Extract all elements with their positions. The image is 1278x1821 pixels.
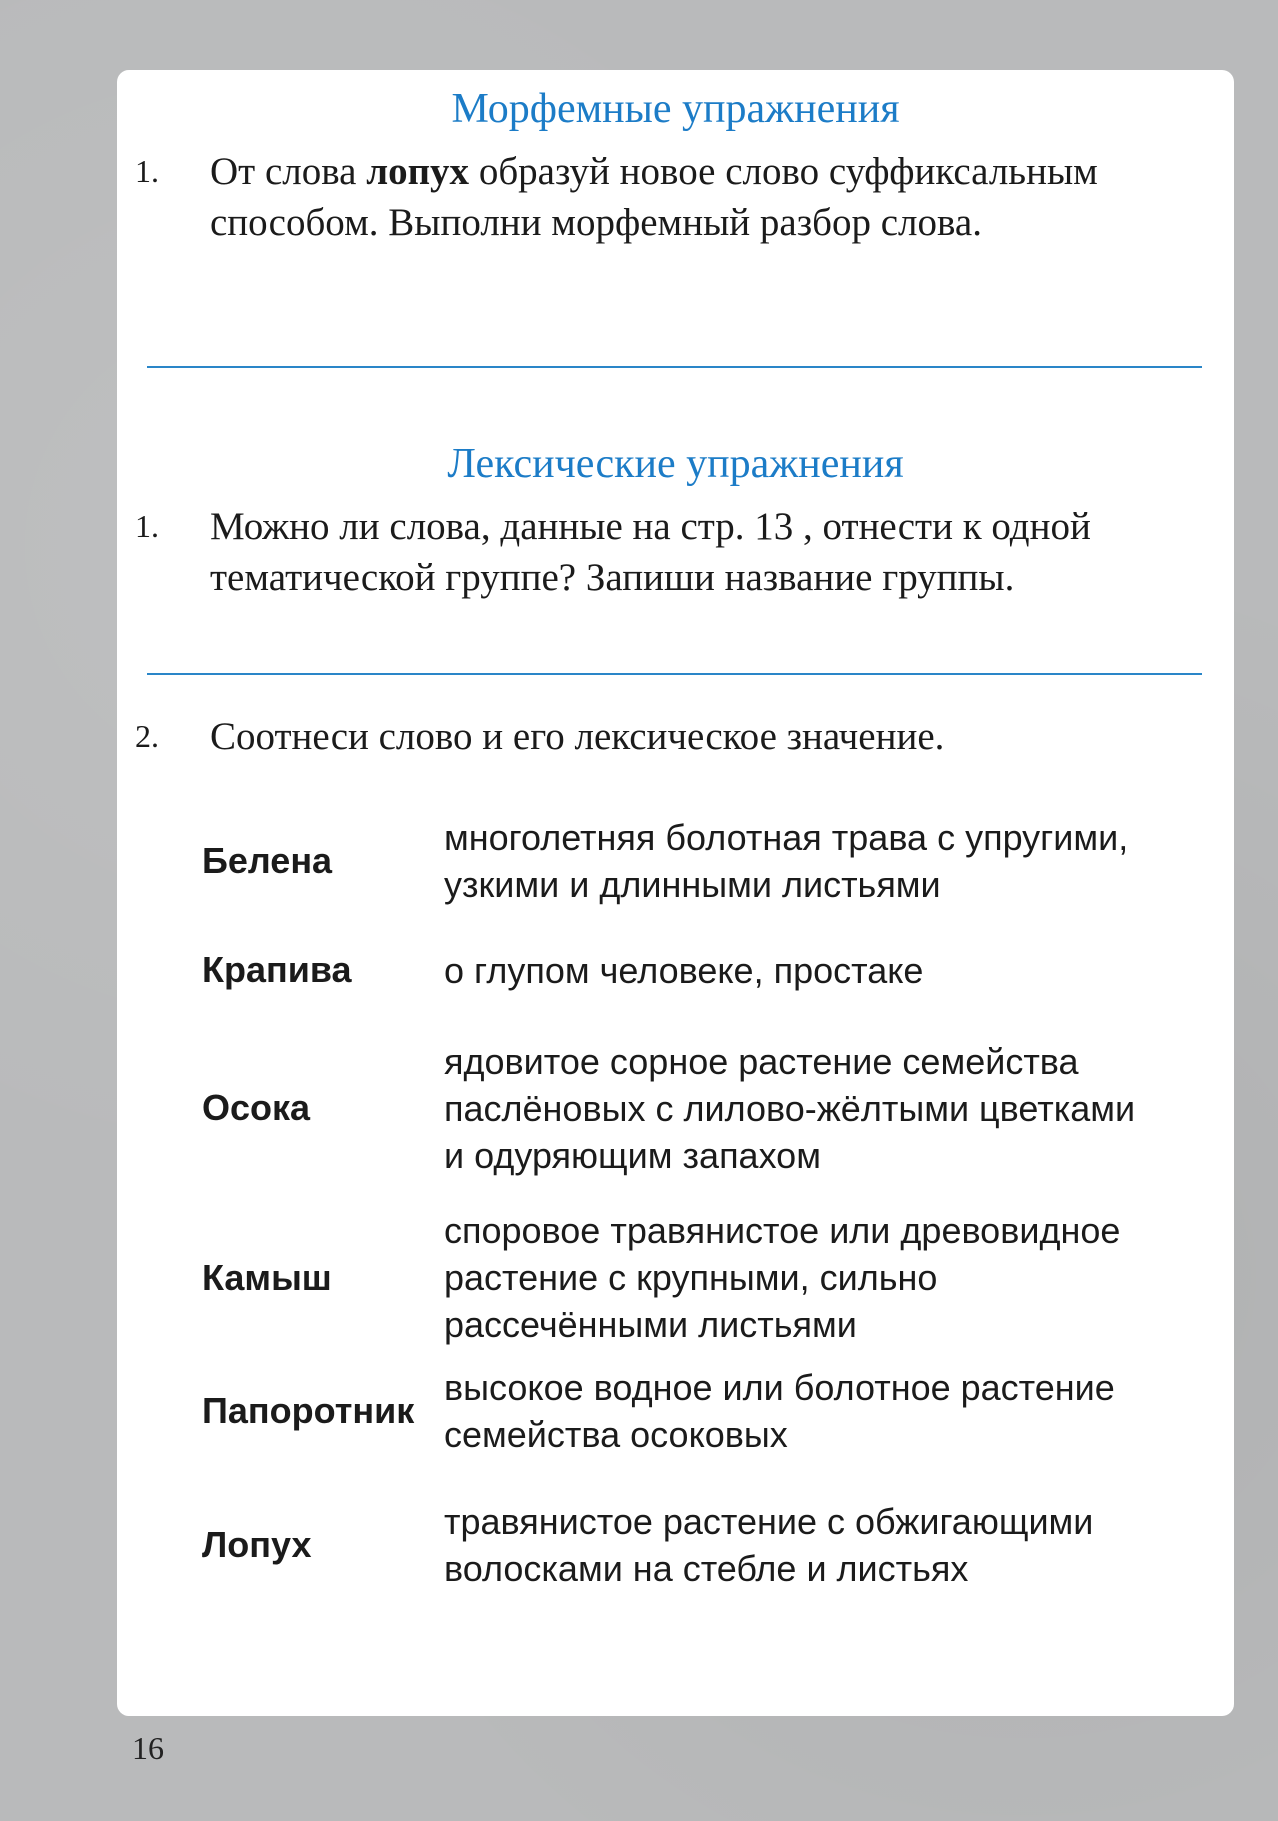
task-text: Можно ли слова, данные на стр. 13 , отнести к одной тематической группе? Запиши название группы. [210, 505, 1091, 599]
word[interactable]: Белена [202, 839, 333, 881]
meaning[interactable]: высокое водное или болотное растение семейства осоковых [444, 1367, 1115, 1455]
answer-line-lexical[interactable] [147, 673, 1202, 675]
morphemic-task-1 [135, 146, 1204, 248]
word-meaning-row [117, 1207, 1234, 1348]
meaning[interactable]: о глупом человеке, простаке [444, 949, 924, 991]
task-text-word: лопух [366, 150, 470, 193]
worksheet-card [117, 70, 1234, 1716]
word-meaning-row [117, 1474, 1234, 1615]
word[interactable]: Лопух [202, 1523, 312, 1565]
meaning[interactable]: многолетняя болотная трава с упругими, узкими и длинными листьями [444, 816, 1129, 905]
task-text: Соотнеси слово и его лексическое значение. [210, 715, 945, 758]
word-meaning-row [117, 790, 1234, 931]
word-meaning-row [117, 931, 1234, 1009]
word-meaning-row [117, 1009, 1234, 1207]
morphemic-section-title: Морфемные упражнения [451, 86, 900, 132]
word[interactable]: Камыш [202, 1256, 332, 1298]
word-meaning-list [117, 790, 1234, 1615]
task-text-rest: образуй новое слово суффиксальным способом. Выполни морфемный разбор слова. [210, 150, 1098, 244]
task-number: 1. [135, 508, 159, 544]
meaning[interactable]: травянистое растение с обжигающими волосками на стебле и листьях [444, 1500, 1094, 1589]
lexical-section-title: Лексические упражнения [447, 441, 904, 487]
answer-line-morphemic[interactable] [147, 366, 1202, 368]
word-meaning-row [117, 1348, 1234, 1474]
word[interactable]: Осока [202, 1087, 311, 1128]
task-number: 2. [135, 718, 159, 754]
lexical-task-2 [135, 711, 1204, 762]
meaning[interactable]: споровое травянистое или древовидное растение с крупными, сильно рассечёнными листьями [444, 1210, 1121, 1345]
word[interactable]: Папоротник [202, 1390, 415, 1431]
lexical-task-1 [135, 501, 1204, 603]
meaning[interactable]: ядовитое сорное растение семейства паслёновых с лилово-жёлтыми цветками и одуряющим запахом [444, 1040, 1136, 1176]
page-number: 16 [132, 1730, 164, 1766]
task-text [210, 146, 1204, 248]
word[interactable]: Крапива [202, 949, 352, 990]
task-number: 1. [135, 153, 159, 189]
task-text-prefix: От слова [210, 150, 367, 193]
